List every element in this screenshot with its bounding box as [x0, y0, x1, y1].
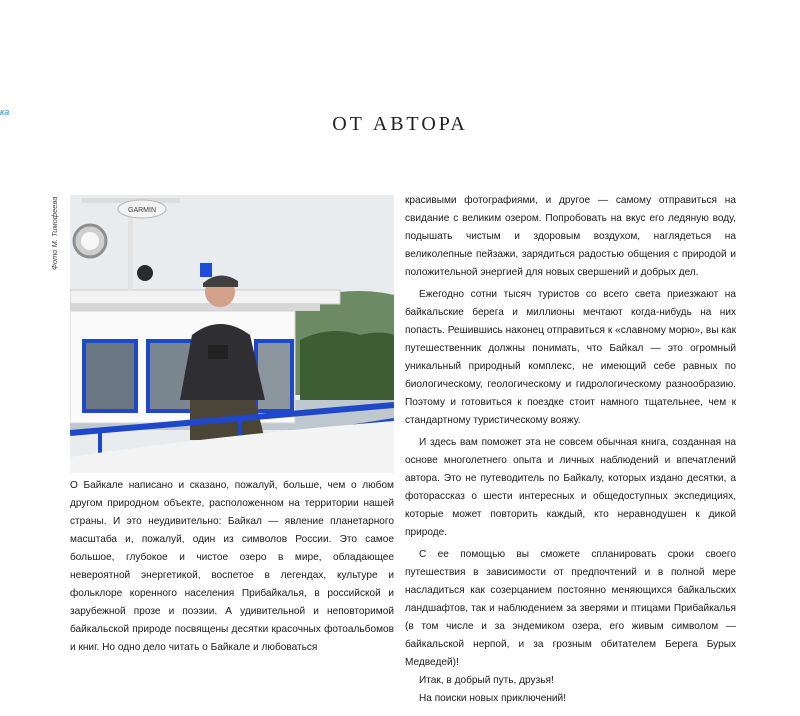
paragraph-2: Ежегодно сотни тысяч туристов со всего света приезжают на байкальские берега и миллионы мечтают когда-нибудь на них попасть. Решившись наконец отправиться к «славному морю», вы как путешественник должны понимать, что Байкал — это огромный уникальный природный комплекс, не имеющий себе равных по биологическому, геологическому и гидрологическому разнообразию. Поэтому и готовиться к поездке стоит намного тщательнее, чем к стандартному туристическому вояжу. [405, 289, 736, 426]
page-edge-fragment: ка [0, 107, 10, 117]
paragraph-6: На поиски новых приключений! [419, 693, 567, 704]
photo-credit-text: Фото М. Тимофеева [50, 196, 59, 270]
left-text-column [70, 477, 394, 657]
radar-brand-label: GARMIN [128, 207, 156, 214]
author-on-ship-photo-icon [70, 195, 394, 473]
photo-credit [50, 195, 62, 270]
author-photo [70, 195, 394, 473]
intro-paragraph: О Байкале написано и сказано, пожалуй, больше, чем о любом другом природном объекте, расположенном на территории нашей страны. И это неудивительно: Байкал — явление планетарного масштаба и, пожалуй, один из символов России. Это самое большое, глубокое и чистое озеро в мире, обладающее невероятной энергетикой, воспетое в легендах, культуре и фольклоре коренного населения Прибайкалья, в российской и зарубежной прозе и поэзии. А удивительной и неповторимой байкальской природе посвящены десятки красочных фотоальбомов и книг. Но одно дело читать о Байкале и любоваться [70, 480, 394, 653]
paragraph-4: С ее помощью вы сможете спланировать сроки своего путешествия в зависимости от предпочтений и в полной мере насладиться как созерцанием постоянно меняющихся байкальских ландшафтов, так и наблюдением за зверями и птицами Прибайкалья (в том числе и за эндемиком озера, его живым символом — байкальской нерпой, и за грозным обитателем Берега Бурых Медведей)! [405, 549, 736, 668]
right-text-column [405, 192, 736, 708]
paragraph-1: красивыми фотографиями, и другое — самому отправиться на свидание с великим озером. Попробовать на вкус его ледяную воду, подышать чистым и здоровым воздухом, наглядеться на великолепные пейзажи, зарядиться радостью общения с природой и положительной энергией для новых свершений и добрых дел. [405, 195, 736, 278]
paragraph-3: И здесь вам поможет эта не совсем обычная книга, созданная на основе многолетнего опыта и личных наблюдений и впечатлений автора. Это не путеводитель по Байкалу, которых издано десятки, а фоторассказ о шести интересных и общедоступных экспедициях, которые может повторить каждый, кто неравнодушен к дикой природе. [405, 437, 736, 538]
paragraph-5: Итак, в добрый путь, друзья! [419, 675, 554, 686]
page-title: ОТ АВТОРА [332, 113, 468, 135]
